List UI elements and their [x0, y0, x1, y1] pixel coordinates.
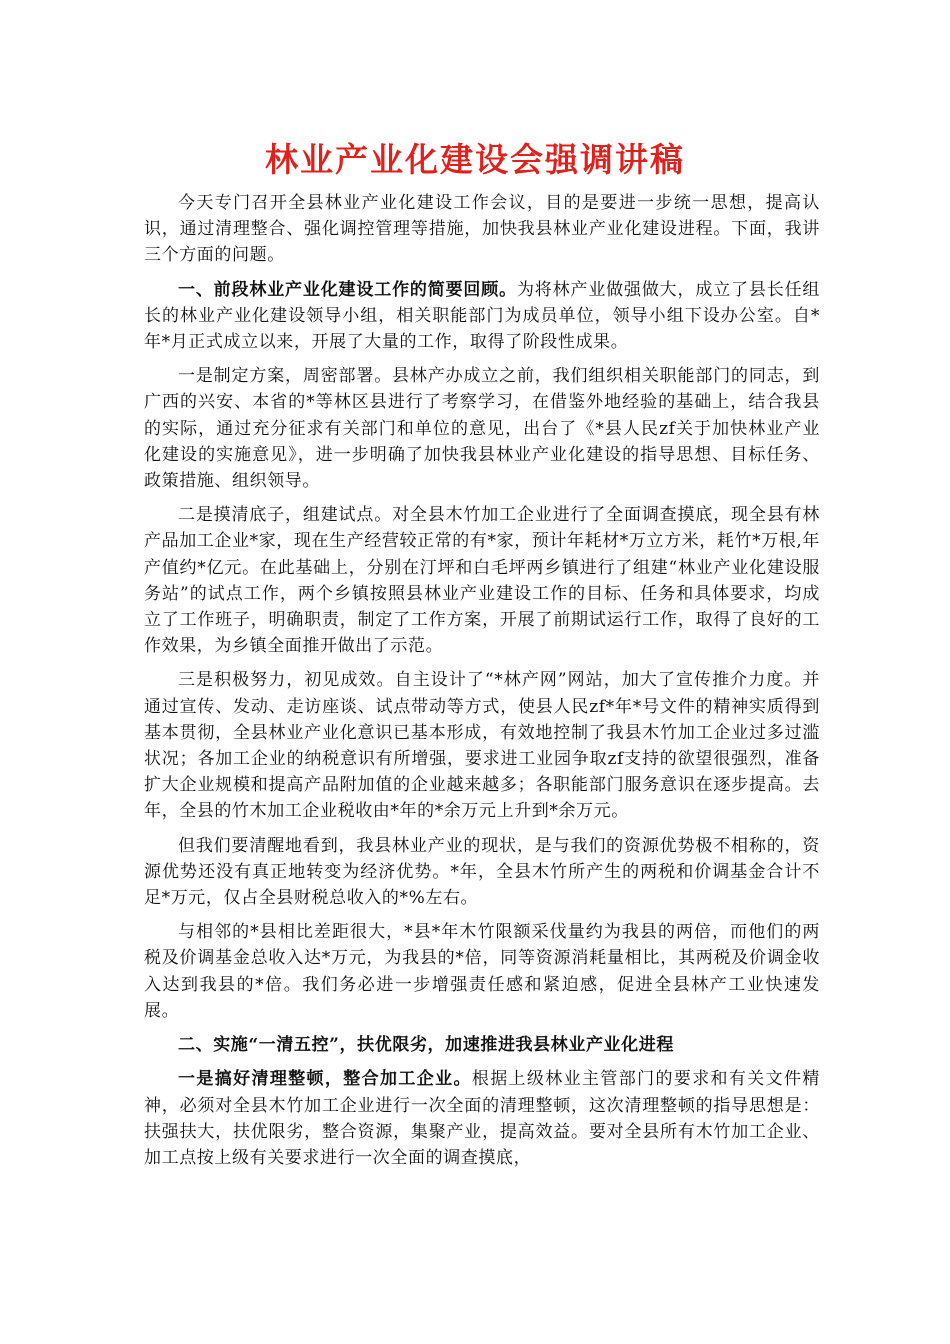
paragraph-text: 但我们要清醒地看到，我县林业产业的现状，是与我们的资源优势极不相称的，资源优势还没有真正地转变为经济优势。*年，全县木竹所产生的两税和价调基金合计不足*万元，仅占全县财税总收入的*%左右。 [144, 835, 820, 909]
paragraph-text: 二是摸清底子，组建试点。对全县木竹加工企业进行了全面调查摸底，现全县有林产品加工企业*家，现在生产经营较正常的有*家，预计年耗材*万立方米，耗竹*万根,年产值约*亿元。在此基础上，分别在汀坪和白毛坪两乡镇进行了组建“林业产业化建设服务站”的试点工作，两个乡镇按照县林业产业建设工作的目标、任务和具体要求，均成立了工作班子，明确职责，制定了工作方案，开展了前期试运行工作，取得了良好的工作效果，为乡镇全面推开做出了示范。 [144, 505, 821, 657]
paragraph-text: 今天专门召开全县林业产业化建设工作会议，目的是要进一步统一思想，提高认识，通过清理整合、强化调控管理等措施，加快我县林业产业化建设进程。下面，我讲三个方面的问题。 [144, 193, 820, 266]
paragraph-point-2 [144, 502, 820, 659]
paragraph-intro [144, 190, 820, 269]
section-heading: 一、前段林业产业化建设工作的简要回顾。 [178, 279, 517, 300]
document-body [144, 190, 820, 1179]
paragraph-section-1 [144, 277, 820, 356]
document-title: 林业产业化建设会强调讲稿 [265, 140, 685, 179]
paragraph-text: 三是积极努力，初见成效。自主设计了“*林产网”网站，加大了宣传推介力度。并通过宣传、发动、走访座谈、试点带动等方式，使县人民zf*年*号文件的精神实质得到基本贯彻，全县林业产业化意识已基本形成，有效地控制了我县木竹加工企业过多过滥状况；各加工企业的纳税意识有所增强，要求进工业园争取zf支持的欲望很强烈，准备扩大企业规模和提高产品附加值的企业越来越多；各职能部门服务意识在逐步提高。去年，全县的竹木加工企业税收由*年的*余万元上升到*余万元。 [144, 670, 820, 822]
paragraph-point-1 [144, 363, 820, 494]
paragraph-text: 与相邻的*县相比差距很大，*县*年木竹限额采伐量约为我县的两倍，而他们的两税及价调基金总收入达*万元，为我县的*倍，同等资源消耗量相比，其两税及价调金收入达到我县的*倍。我们务必进一步增强责任感和紧迫感，促进全县林产工业快速发展。 [144, 922, 820, 1021]
paragraph-text: 根据上级林业主管部门的要求和有关文件精神，必须对全县木竹加工企业进行一次全面的清理整顿，这次清理整顿的指导思想是：扶强扶大，扶优限劣，整合资源，集聚产业，提高效益。要对全县所有木竹加工企业、加工点按上级有关要求进行一次全面的调查摸底， [144, 1069, 820, 1168]
paragraph-point-3 [144, 667, 820, 824]
paragraph-status [144, 833, 820, 912]
paragraph-text: 一是制定方案，周密部署。县林产办成立之前，我们组织相关职能部门的同志，到广西的兴安、本省的*等林区县进行了考察学习，在借鉴外地经验的基础上，结合我县的实际，通过充分征求有关部门和单位的意见，出台了《*县人民zf关于加快林业产业化建设的实施意见》，进一步明确了加快我县林业产业化建设的指导思想、目标任务、政策措施、组织领导。 [144, 366, 820, 492]
paragraph-text: 为将林产业做强做大，成立了县长任组长的林业产业化建设领导小组，相关职能部门为成员单位，领导小组下设办公室。自*年*月正式成立以来，开展了大量的工作，取得了阶段性成果。 [144, 279, 821, 353]
paragraph-section-2 [144, 1032, 820, 1058]
section-heading: 二、实施“一清五控”，扶优限劣，加速推进我县林业产业化进程 [178, 1035, 674, 1056]
paragraph-comparison [144, 919, 820, 1024]
subsection-heading: 一是搞好清理整顿，整合加工企业。 [178, 1069, 472, 1090]
paragraph-cleanup [144, 1066, 820, 1171]
